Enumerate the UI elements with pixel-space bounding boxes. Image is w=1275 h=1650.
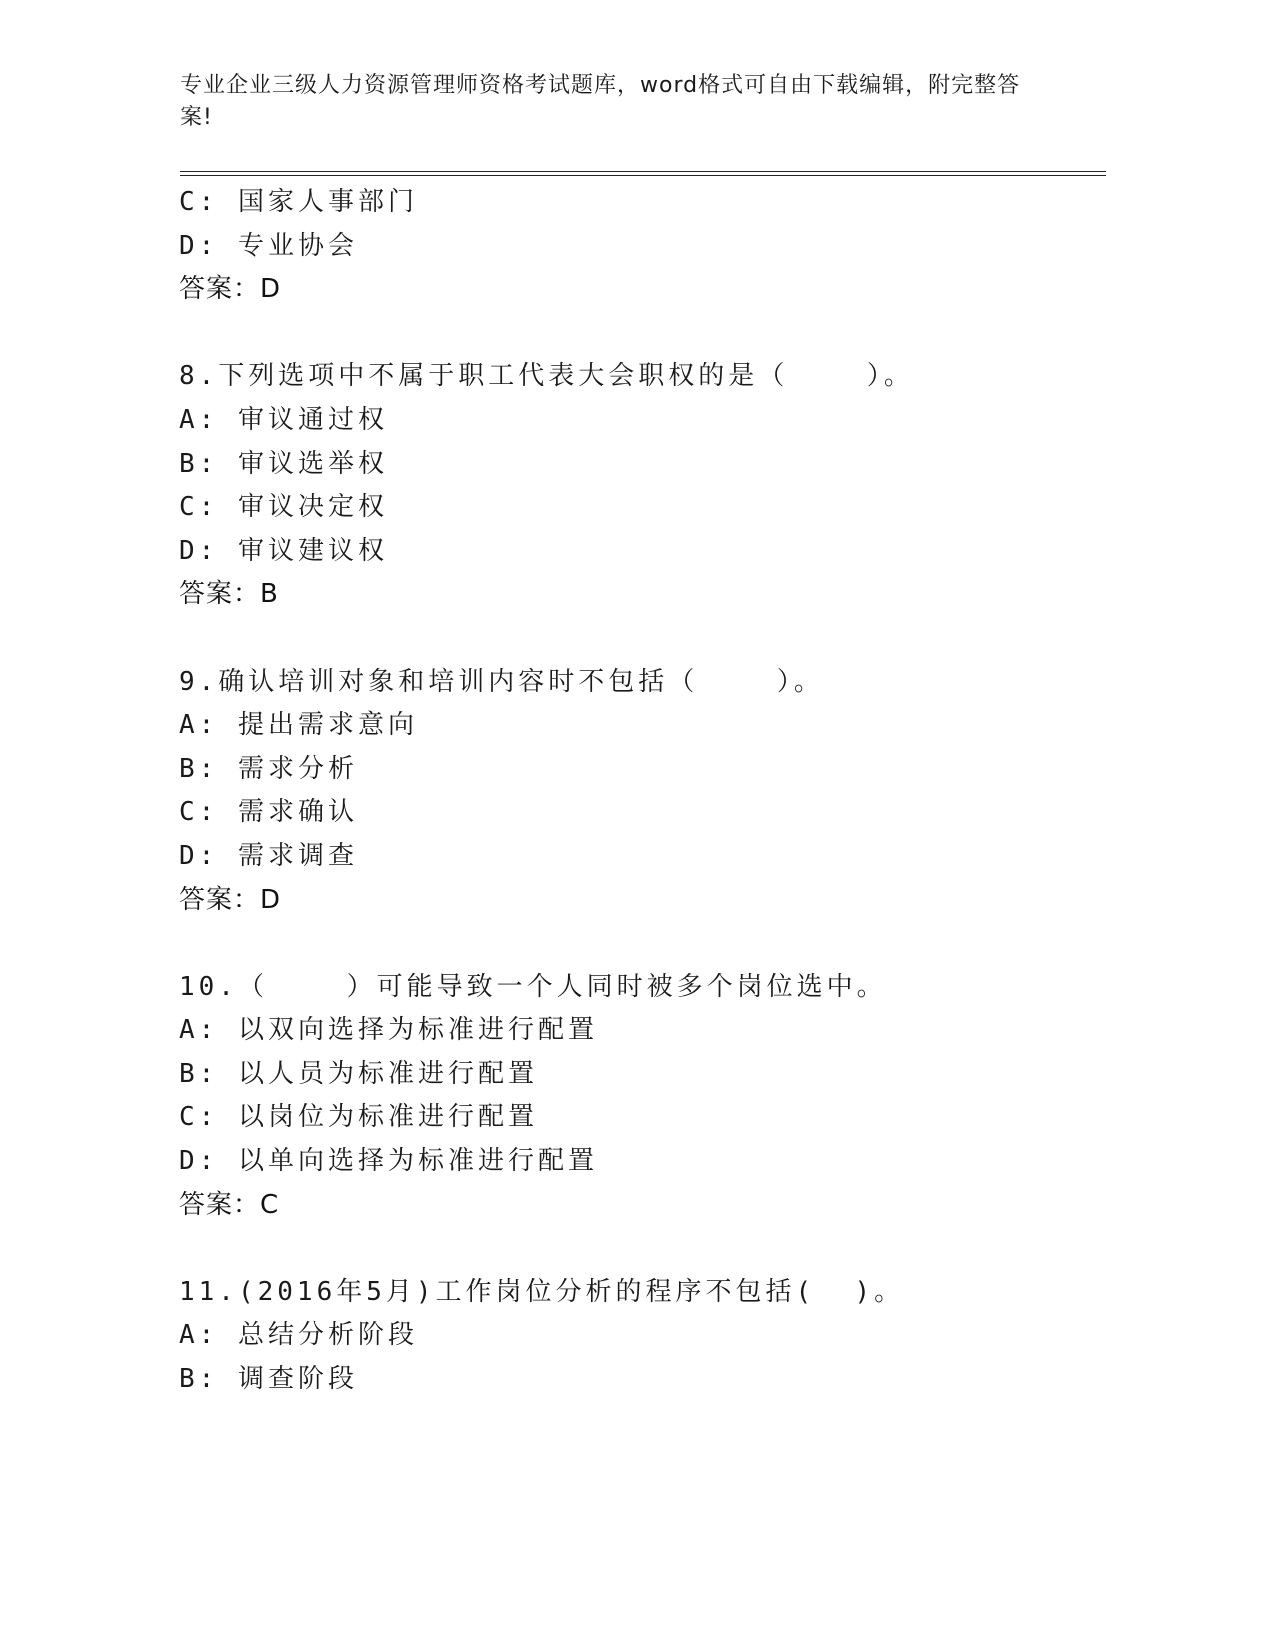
option-d: D: 专业协会 xyxy=(179,230,358,261)
option-a: A: 总结分析阶段 xyxy=(179,1320,418,1351)
option-b: B: 审议选举权 xyxy=(179,448,388,479)
question-content xyxy=(179,181,1109,1402)
question-block xyxy=(179,181,1109,312)
header-divider-bottom xyxy=(180,175,1106,176)
question-stem: 8.下列选项中不属于职工代表大会职权的是（ ）。 xyxy=(179,361,914,392)
option-c: C: 审议决定权 xyxy=(179,492,388,523)
option-a: A: 提出需求意向 xyxy=(179,710,418,741)
question-block xyxy=(179,661,1109,923)
option-c: C: 需求确认 xyxy=(179,797,358,828)
question-block xyxy=(179,966,1109,1228)
option-c: C: 以岗位为标准进行配置 xyxy=(179,1102,538,1133)
option-a: A: 以双向选择为标准进行配置 xyxy=(179,1015,598,1046)
option-d: D: 审议建议权 xyxy=(179,535,388,566)
spacer xyxy=(179,1227,1109,1271)
document-header: 专业企业三级人力资源管理师资格考试题库，word格式可自由下载编辑，附完整答案! xyxy=(180,73,1021,130)
option-b: B: 调查阶段 xyxy=(179,1364,358,1395)
answer-line: 答案：C xyxy=(179,1189,280,1220)
spacer xyxy=(179,312,1109,356)
answer-line: 答案：D xyxy=(179,274,282,305)
answer-line: 答案：D xyxy=(179,884,282,915)
question-stem: 9.确认培训对象和培训内容时不包括（ ）。 xyxy=(179,666,824,697)
question-block xyxy=(179,1271,1109,1402)
option-d: D: 需求调查 xyxy=(179,840,358,871)
question-stem: 11.(2016年5月)工作岗位分析的程序不包括( )。 xyxy=(179,1276,905,1307)
option-c: C: 国家人事部门 xyxy=(179,187,418,217)
question-block xyxy=(179,355,1109,617)
option-b: B: 以人员为标准进行配置 xyxy=(179,1058,538,1089)
spacer xyxy=(179,922,1109,966)
answer-line: 答案：B xyxy=(179,579,279,610)
option-d: D: 以单向选择为标准进行配置 xyxy=(179,1146,598,1177)
header-divider-top xyxy=(180,171,1106,172)
option-a: A: 审议通过权 xyxy=(179,404,388,435)
option-b: B: 需求分析 xyxy=(179,753,358,784)
spacer xyxy=(179,617,1109,661)
question-stem: 10.（ ）可能导致一个人同时被多个岗位选中。 xyxy=(179,971,887,1002)
